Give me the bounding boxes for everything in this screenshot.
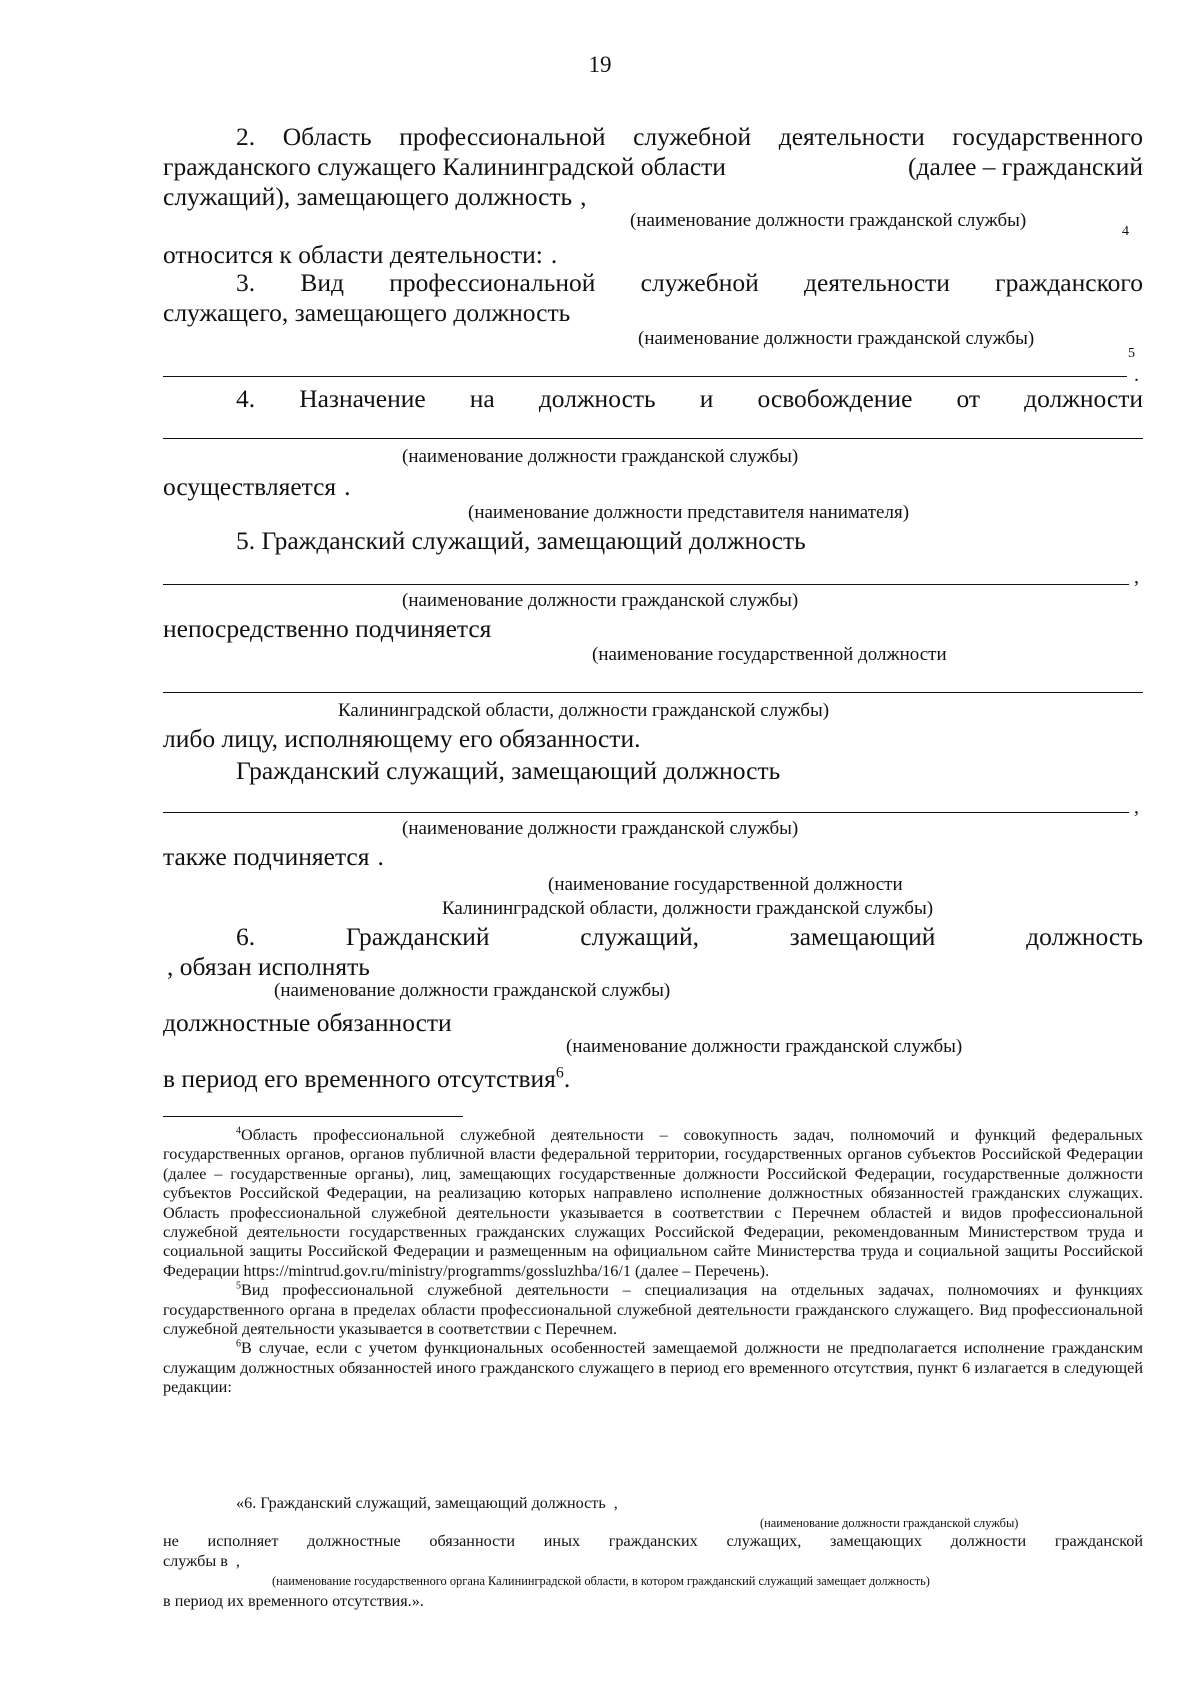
- caption: (наименование должности гражданской службы): [630, 210, 1027, 231]
- p3-line-2: [163, 298, 1143, 328]
- caption: (наименование государственной должности: [548, 874, 903, 895]
- caption: (наименование должности гражданской службы): [402, 590, 799, 611]
- p2-line-3: [163, 182, 1143, 212]
- footnote-ref-5: 5: [1128, 346, 1135, 361]
- p2-line-1: 2. Область профессиональной служебной деятельности государственного: [236, 122, 1143, 151]
- p4-line-2: [163, 472, 1143, 502]
- footnote-6-text: В случае, если с учетом функциональных особенностей замещаемой должности не предполагается исполнение гражданским служащим должностных обязанностей иного гражданского служащего в период его временного отсутствия, пункт 6 излагается в следующей редакции:: [163, 1339, 1143, 1397]
- p6-line-2-text: , обязан исполнять: [167, 952, 370, 981]
- comma: ,: [580, 182, 587, 211]
- p6-line-1: 6. Гражданский служащий, замещающий должность: [236, 922, 1143, 951]
- p3-line-2-text: служащего, замещающего должность: [163, 298, 571, 327]
- footnote-4-number: 4: [236, 1125, 242, 1137]
- quote-line-4: в период их временного отсутствия.».: [163, 1592, 424, 1610]
- period: .: [550, 240, 558, 269]
- footnote-5-number: 5: [236, 1280, 242, 1292]
- p5-line-5-text: также подчиняется: [163, 842, 370, 871]
- caption: (наименование должности гражданской службы): [760, 1516, 1019, 1530]
- comma: ,: [1134, 566, 1139, 588]
- comma: ,: [235, 1552, 240, 1570]
- p6-line-4-text: в период его временного отсутствия: [163, 1064, 556, 1093]
- footnote-6: [163, 1339, 1143, 1397]
- blank-line: [163, 376, 1127, 377]
- footnotes: [163, 1126, 1143, 1398]
- caption: (наименование должности гражданской службы): [402, 818, 799, 839]
- period: .: [1134, 364, 1139, 386]
- caption: (наименование должности представителя нанимателя): [468, 502, 910, 523]
- quote-line-3-text: службы в: [163, 1552, 228, 1570]
- p5-line-4: [163, 756, 1143, 786]
- p5-line-3: либо лицу, исполняющему его обязанности.: [163, 724, 641, 753]
- quote-line-1: [163, 1494, 1143, 1513]
- p4-line-2-text: осуществляется: [163, 472, 337, 501]
- footnote-5-text: Вид профессиональной служебной деятельности – специализация на отдельных задачах, полномочиях и функциях государственного органа в пределах области профессиональной служебной деятельности гражданского служащего. Вид профессиональной служебной деятельности указывается в соответствии с Перечнем.: [163, 1281, 1143, 1339]
- caption: Калининградской области, должности гражданской службы): [442, 898, 934, 919]
- footnote-5: [163, 1281, 1143, 1339]
- p6-line-2: [163, 952, 1143, 982]
- period: .: [563, 1064, 571, 1093]
- footnote-4-text: Область профессиональной служебной деятельности – совокупность задач, полномочий и функций федеральных государственных органов, органов публичной власти федеральной территории, государственных органов субъектов Российской Федерации (далее – государственные органы), лиц, замещающих государственные должности Российской Федерации, государственные должности субъектов Российской Федерации, на реализацию которых направлено исполнение должностных обязанностей гражданских служащих. Область профессиональной служебной деятельности указывается в соответствии с Перечнем областей и видов профессиональной служебной деятельности государственных гражданских служащих Российской Федерации, рекомендованным Министерством труда и социальной защиты Российской Федерации и размещенным на официальном сайте Министерства труда и социальной защиты Российской Федерации https://mintrud.gov.ru/ministry/programms/gossluzhba/16/1 (далее – Перечень).: [163, 1126, 1143, 1280]
- p2-line-2b: (далее – гражданский: [908, 152, 1143, 181]
- p5-line-1: [163, 526, 1143, 556]
- footnote-6-number: 6: [236, 1339, 242, 1351]
- blank-line: [163, 584, 1129, 585]
- p2-line-4: [163, 240, 1143, 270]
- comma: ,: [1134, 796, 1139, 818]
- p3-line-1: 3. Вид профессиональной служебной деятельности гражданского: [236, 268, 1143, 297]
- period: .: [344, 472, 351, 501]
- caption: (наименование должности гражданской службы): [274, 980, 671, 1001]
- p4-line-1: 4. Назначение на должность и освобождение от должности: [236, 384, 1143, 413]
- blank-line: [163, 812, 1129, 813]
- comma: ,: [613, 1494, 618, 1512]
- footnote-ref-4: 4: [1122, 224, 1129, 239]
- blank-line: [163, 438, 1143, 439]
- p2-line-4-text: относится к области деятельности:: [163, 240, 543, 269]
- footnote-4: [163, 1126, 1143, 1281]
- caption: (наименование должности гражданской службы): [638, 328, 1035, 349]
- p2-line-3-text: служащий), замещающего должность: [163, 182, 573, 211]
- footnote-ref-6: 6: [555, 1064, 564, 1082]
- p5-line-1-text: 5. Гражданский служащий, замещающий должность: [236, 526, 806, 555]
- p6-line-3: [163, 1008, 1143, 1038]
- p2-line-2a: гражданского служащего Калининградской области: [163, 152, 726, 181]
- caption: Калининградской области, должности гражданской службы): [338, 700, 830, 721]
- p5-line-2-text: непосредственно подчиняется: [163, 614, 492, 643]
- p5-line-2: [163, 614, 1143, 644]
- p6-line-3-text: должностные обязанности: [163, 1008, 452, 1037]
- caption: (наименование должности гражданской службы): [566, 1036, 963, 1057]
- page-number: 19: [588, 52, 612, 77]
- p6-line-4: [163, 1064, 1143, 1094]
- caption: (наименование государственной должности: [592, 644, 947, 665]
- caption: (наименование должности гражданской службы): [402, 446, 799, 467]
- p5-line-5: [163, 842, 1143, 872]
- blank-line: [163, 692, 1143, 693]
- period: .: [377, 842, 384, 871]
- caption: (наименование государственного органа Калининградской области, в котором гражданский служащий замещает должность): [272, 1574, 930, 1588]
- quote-line-1-text: «6. Гражданский служащий, замещающий должность: [236, 1494, 606, 1512]
- p2-line-2: [163, 152, 1143, 182]
- quote-line-3: [163, 1552, 1143, 1571]
- footnote-separator: [163, 1116, 463, 1117]
- quote-line-2: не исполняет должностные обязанности иных гражданских служащих, замещающих должности гражданской: [163, 1532, 1143, 1550]
- p5-line-4-text: Гражданский служащий, замещающий должность: [236, 756, 781, 785]
